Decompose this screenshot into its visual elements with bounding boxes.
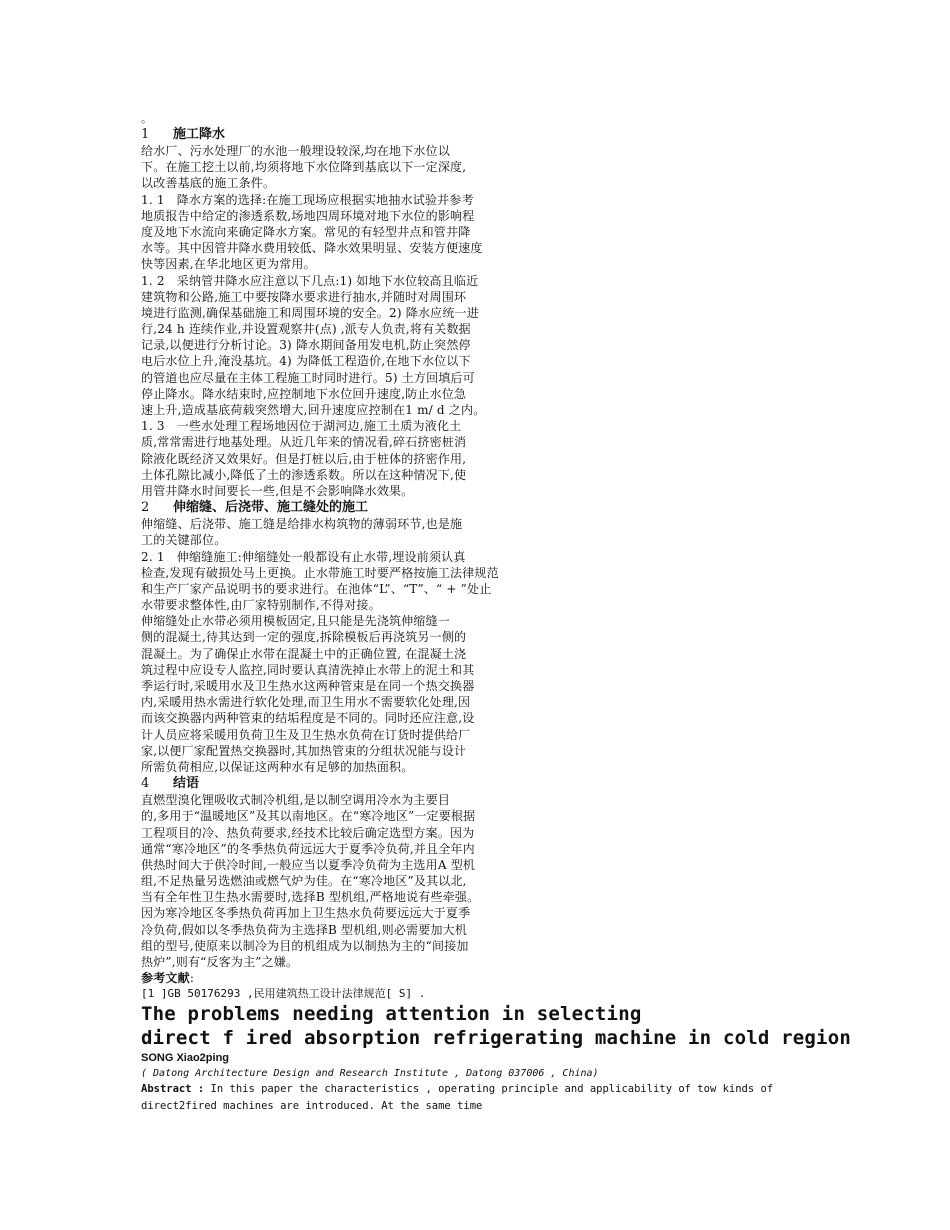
- body-text-line: 给水厂、污水处理厂的水池一般埋设较深,均在地下水位以: [141, 144, 451, 158]
- body-text-line: 1. 1 降水方案的选择:在施工现场应根据实地抽水试验并参考: [141, 192, 474, 207]
- body-text-line: 的,多用于“温暖地区”及其以南地区。在“寒冷地区”一定要根据: [141, 809, 476, 824]
- english-title-line-1: The problems needing attention in selecting: [141, 1003, 642, 1026]
- body-text-line: 工的关键部位。: [141, 533, 227, 548]
- english-affiliation: ( Datong Architecture Design and Research Institute , Datong 037006 , China): [141, 1068, 599, 1080]
- body-text-line: 热炉”,则有“反客为主”之嫌。: [141, 955, 299, 969]
- body-text-line: 地质报告中给定的渗透系数,场地四周环境对地下水位的影响程: [141, 208, 475, 223]
- references-colon: :: [189, 971, 195, 986]
- body-text-line: 记录,以便进行分析讨论。3) 降水期间备用发电机,防止突然停: [141, 338, 471, 353]
- body-text-line: 除液化既经济又效果好。但是打桩以后,由于桩体的挤密作用,: [141, 451, 467, 466]
- body-text-line: 当有全年性卫生热水需要时,选择B 型机组,严格地说有些牵强。: [141, 890, 480, 905]
- body-text-line: 家,以便厂家配置热交换器时,其加热管束的分组状况能与设计: [141, 743, 467, 758]
- references-label: 参考文献: [141, 971, 190, 986]
- leading-punctuation: 。: [141, 112, 153, 125]
- body-text-line: 以改善基底的施工条件。: [141, 176, 276, 191]
- section-number: 2: [141, 500, 150, 516]
- body-text-line: 工程项目的冷、热负荷要求,经技术比较后确定选型方案。因为: [141, 825, 475, 840]
- section-heading: [141, 126, 821, 143]
- english-abstract-line-2: direct2fired machines are introduced. At the same time: [141, 1100, 483, 1113]
- body-text-line: 停止降水。降水结束时,应控制地下水位回升速度,防止水位急: [141, 386, 467, 401]
- body-text-line: 内,采暖用热水需进行软化处理,而卫生用水不需要软化处理,因: [141, 695, 471, 710]
- body-text-line: 组的型号,使原来以制冷为目的机组成为以制热为主的“间接加: [141, 938, 469, 953]
- body-text-line: 季运行时,采暖用水及卫生热水这两种管束是在同一个热交换器: [141, 679, 475, 693]
- body-text-line: 而该交换器内两种管束的结垢程度是不同的。同时还应注意,设: [141, 711, 475, 726]
- body-text-line: 伸缩缝处止水带必须用模板固定,且只能是先浇筑伸缩缝一: [141, 614, 451, 629]
- body-text-line: 伸缩缝、后浇带、施工缝是给排水构筑物的薄弱环节,也是施: [141, 517, 463, 532]
- body-text-line: 所需负荷相应,以保证这两种水有足够的加热面积。: [141, 759, 414, 774]
- english-title-line-2: direct f ired absorption refrigerating machine in cold region: [141, 1027, 851, 1050]
- body-text-line: 1. 3 一些水处理工程场地因位于湖河边,施工土质为液化土: [141, 419, 462, 434]
- body-text-line: 下。在施工挖土以前,均须将地下水位降到基底以下一定深度,: [141, 160, 467, 175]
- body-text-line: 水等。其中因管井降水费用较低、降水效果明显、安装方便速度: [141, 241, 483, 256]
- body-text-line: 混凝土。为了确保止水带在混凝土中的正确位置, 在混凝土浇: [141, 646, 467, 661]
- body-text-line: 通常“寒冷地区”的冬季热负荷远远大于夏季冷负荷,并且全年内: [141, 841, 475, 856]
- body-text-line: 和生产厂家产品说明书的要求进行。在池体“L”、“T”、“ + ”处止: [141, 581, 492, 596]
- section-heading: [141, 775, 821, 792]
- document-page: [141, 112, 851, 1115]
- body-text-line: 建筑物和公路,施工中要按降水要求进行抽水,并随时对周围环: [141, 289, 467, 304]
- body-text-line: 的管道也应尽量在主体工程施工时同时进行。5) 土方回填后可: [141, 370, 475, 385]
- references-heading: [141, 970, 821, 986]
- body-text-line: 侧的混凝土,待其达到一定的强度,拆除模板后再浇筑另一侧的: [141, 630, 467, 645]
- english-abstract-line-1: [141, 1081, 821, 1098]
- section-title: 伸缩缝、后浇带、施工缝处的施工: [173, 500, 369, 516]
- body-text-line: 行,24 h 连续作业,并设置观察井(点) ,派专人负责,将有关数据: [141, 322, 471, 337]
- body-text-line: 供热时间大于供冷时间,一般应当以夏季冷负荷为主选用A 型机: [141, 857, 476, 872]
- body-text-line: 检查,发现有破损处马上更换。止水带施工时要严格按施工法律规范: [141, 565, 499, 580]
- section-number: 1: [141, 127, 150, 142]
- body-text-line: 因为寒冷地区冬季热负荷再加上卫生热水负荷要远远大于夏季: [141, 906, 471, 921]
- body-text-line: 水带要求整体性,由厂家特别制作,不得对接。: [141, 598, 381, 613]
- body-text-line: 境进行监测,确保基础施工和周围环境的安全。2) 降水应统一进: [141, 305, 479, 320]
- body-text-line: 冷负荷,假如以冬季热负荷为主选择B 型机组,则必需要加大机: [141, 922, 468, 937]
- section-number: 4: [141, 776, 150, 792]
- body-text-line: 质,常常需进行地基处理。从近几年来的情况看,碎石挤密桩消: [141, 435, 467, 450]
- body-text-line: 度及地下水流向来确定降水方案。常见的有轻型井点和管井降: [141, 224, 471, 239]
- body-text-line: 土体孔隙比减小,降低了土的渗透系数。所以在这种情况下,使: [141, 467, 467, 482]
- abstract-text-1: In this paper the characteristics , operating principle and applicability of tow kinds of: [204, 1083, 774, 1096]
- body-text-line: 用管井降水时间要长一些,但是不会影响降水效果。: [141, 483, 414, 498]
- section-title: 施工降水: [173, 127, 226, 142]
- english-author: SONG Xiao2ping: [141, 1052, 230, 1065]
- body-text-line: 组,不足热量另选燃油或燃气炉为佳。在“寒冷地区”及其以北,: [141, 874, 467, 889]
- body-text-line: 2. 1 伸缩缝施工:伸缩缝处一般都设有止水带,埋设前须认真: [141, 549, 466, 564]
- reference-item: [1 ]GB 50176293 ,民用建筑热工设计法律规范[ S] .: [141, 987, 426, 1001]
- body-text-line: 筑过程中应设专人监控,同时要认真清洗掉止水带上的泥土和其: [141, 662, 475, 677]
- section-heading: [141, 499, 821, 516]
- body-text-line: 快等因素,在华北地区更为常用。: [141, 257, 316, 272]
- body-text-line: 电后水位上升,淹没基坑。4) 为降低工程造价,在地下水位以下: [141, 354, 471, 369]
- article-body: [141, 126, 821, 970]
- body-text-line: 计人员应将采暖用负荷卫生及卫生热水负荷在订货时提供给厂: [141, 727, 471, 742]
- body-text-line: 直燃型溴化锂吸收式制冷机组,是以制空调用冷水为主要目: [141, 793, 451, 808]
- abstract-label: Abstract :: [141, 1083, 205, 1096]
- body-text-line: 速上升,造成基底荷载突然增大,回升速度应控制在1 m/ d 之内。: [141, 403, 486, 417]
- body-text-line: 1. 2 采纳管井降水应注意以下几点:1) 如地下水位较高且临近: [141, 273, 479, 288]
- section-title: 结语: [173, 776, 200, 792]
